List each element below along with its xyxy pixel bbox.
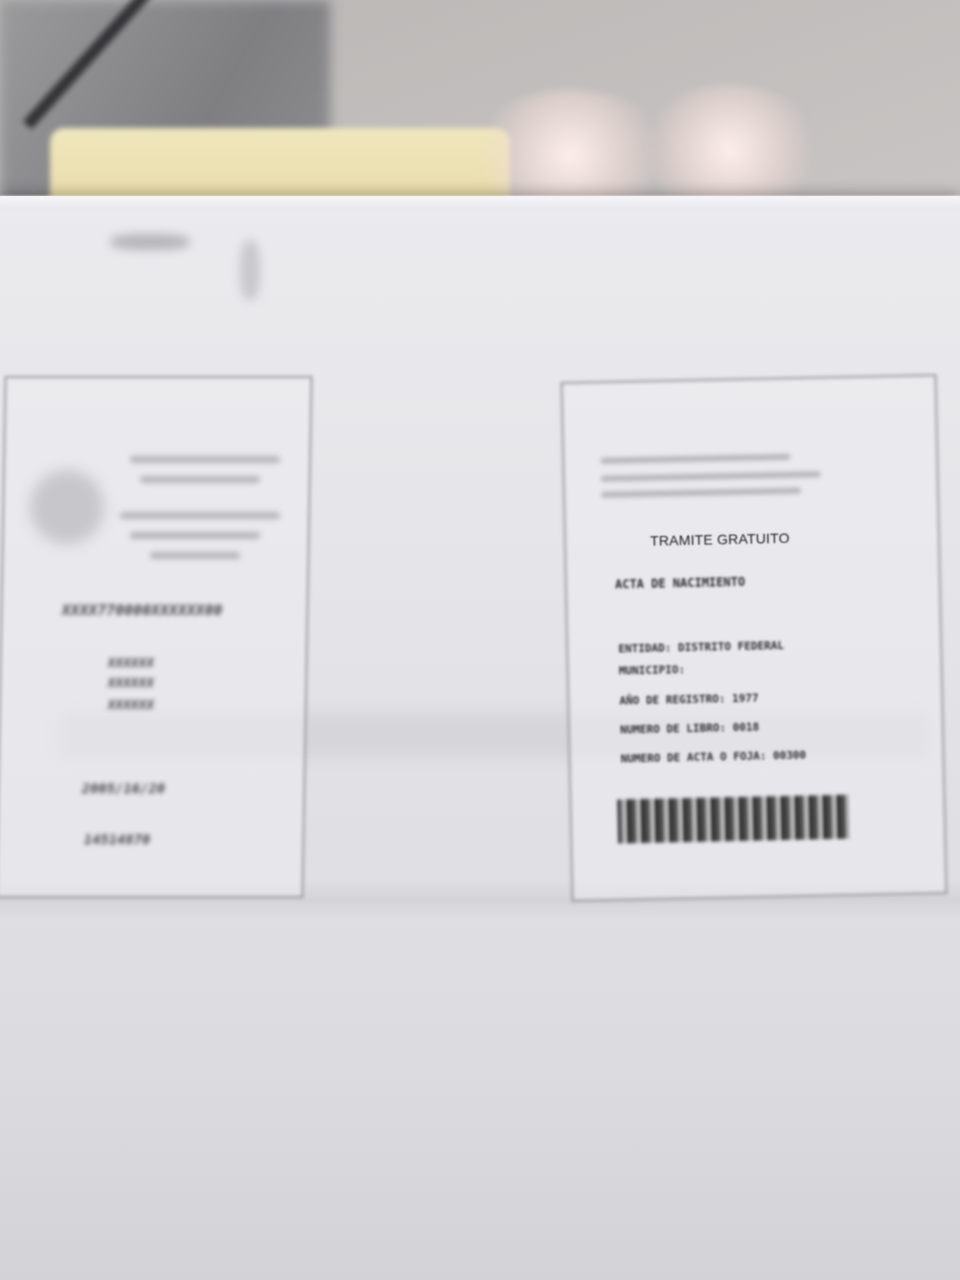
given-name-text: XXXXXX <box>108 656 155 670</box>
numero-libro-field: NUMERO DE LIBRO: 0018 <box>619 720 760 737</box>
faint-text-line <box>600 454 790 464</box>
first-surname-text: XXXXXX <box>108 676 155 690</box>
toner-smudge <box>110 234 190 250</box>
date-text: 2005/16/20 <box>82 782 166 797</box>
faint-text-line <box>130 532 260 539</box>
faint-text-line <box>130 456 280 463</box>
entidad-field: ENTIDAD: DISTRITO FEDERAL <box>618 638 785 656</box>
certificate-back-copy <box>0 376 313 898</box>
document-type: ACTA DE NACIMIENTO <box>614 574 746 592</box>
curp-text: XXXX770000XXXXXX00 <box>62 603 223 619</box>
numero-acta-field: NUMERO DE ACTA O FOJA: 00300 <box>620 748 807 766</box>
toner-smudge <box>240 240 260 300</box>
faint-text-line <box>120 512 280 519</box>
faint-text-line <box>601 471 821 482</box>
barcode-icon <box>618 795 851 844</box>
municipio-field: MUNICIPIO: <box>618 663 686 678</box>
second-surname-text: XXXXXX <box>108 698 155 712</box>
code-text: 14514870 <box>84 833 151 848</box>
sheet-top-edge <box>0 196 960 210</box>
certificate-front-content <box>590 433 929 860</box>
anio-registro-field: AÑO DE REGISTRO: 1977 <box>619 691 759 708</box>
seal-icon <box>30 470 104 544</box>
faint-text-line <box>140 476 260 483</box>
faint-text-line <box>601 488 801 498</box>
document-title: TRAMITE GRATUITO <box>649 529 790 549</box>
faint-text-line <box>150 552 240 559</box>
